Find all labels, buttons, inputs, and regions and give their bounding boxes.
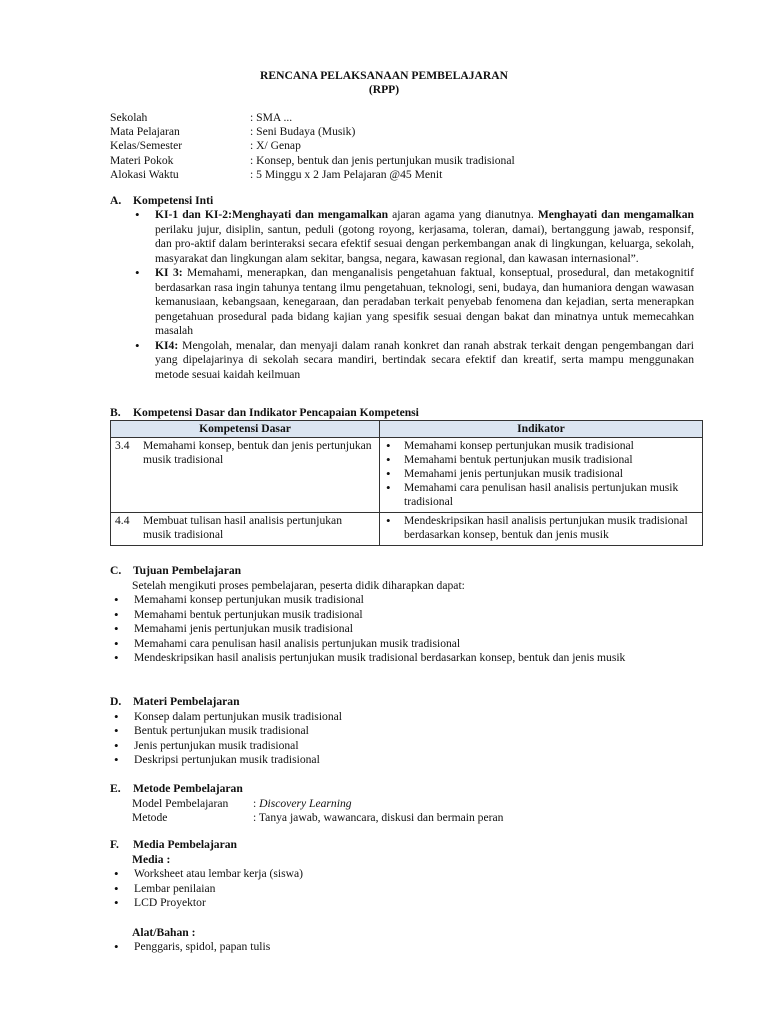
ki12-text-1: ajaran agama yang dianutnya.	[388, 208, 538, 221]
list-item: • Penggaris, spidol, papan tulis	[110, 940, 710, 955]
section-letter: D.	[110, 695, 122, 708]
kompetensi-table	[110, 420, 703, 546]
metode-value: : Tanya jawab, wawancara, diskusi dan bermain peran	[253, 811, 504, 824]
media-heading: Media :	[132, 852, 171, 866]
tujuan-list	[110, 593, 685, 666]
model-row	[132, 797, 710, 812]
alat-list	[110, 940, 710, 955]
model-label: Model Pembelajaran	[132, 796, 229, 810]
ki3-bold: KI 3:	[155, 266, 183, 279]
table-cell	[111, 513, 380, 546]
info-row	[110, 154, 710, 168]
section-title: Kompetensi Inti	[133, 194, 214, 207]
materi-list	[110, 710, 710, 768]
list-item: • Lembar penilaian	[110, 882, 710, 897]
table-header-indikator: Indikator	[380, 421, 703, 438]
list-item	[131, 266, 694, 339]
section-letter: F.	[110, 838, 119, 851]
kd-number: 4.4	[115, 514, 130, 527]
indikator-list	[384, 514, 698, 542]
list-item: • Memahami jenis pertunjukan musik tradisional	[384, 467, 698, 481]
section-c	[110, 564, 710, 666]
section-letter: C.	[110, 564, 122, 577]
list-item: • Jenis pertunjukan musik tradisional	[110, 739, 710, 754]
list-item: • Mendeskripsikan hasil analisis pertunjukan musik tradisional berdasarkan konsep, bentuk dan jenis musik	[384, 514, 698, 542]
section-title: Kompetensi Dasar dan Indikator Pencapaian Kompetensi	[133, 406, 419, 419]
table-cell	[380, 438, 703, 513]
list-item: • LCD Proyektor	[110, 896, 710, 911]
info-label: Mata Pelajaran	[110, 125, 180, 139]
kd-text: Memahami konsep, bentuk dan jenis pertunjukan musik tradisional	[143, 439, 372, 466]
info-value: : 5 Minggu x 2 Jam Pelajaran @45 Menit	[250, 167, 443, 181]
list-item: • Mendeskripsikan hasil analisis pertunjukan musik tradisional berdasarkan konsep, bentuk dan jenis musik	[110, 651, 685, 666]
ki12-text-2: perilaku jujur, disiplin, santun, peduli (gotong royong, kerjasama, toleran, damai), bertanggung jawab, responsif, dan pro-aktif dalam berinteraksi secara efektif sesuai dengan perkembangan anak di lingkungan, keluarga, sekolah, masyarakat dan lingkungan alam sekitar, bangsa, negara, kawasan regional, dan kawasan internasional”.	[155, 222, 694, 265]
section-b-heading	[110, 406, 710, 421]
metode-label: Metode	[132, 811, 168, 824]
section-letter: A.	[110, 194, 122, 207]
section-title: Tujuan Pembelajaran	[133, 564, 242, 577]
metode-row	[132, 811, 710, 826]
info-row	[110, 168, 710, 182]
model-separator: :	[253, 796, 260, 810]
section-a-heading	[110, 194, 710, 209]
info-value: : Seni Budaya (Musik)	[250, 125, 356, 139]
kd-text: Membuat tulisan hasil analisis pertunjukan musik tradisional	[143, 514, 342, 541]
table-row	[111, 438, 703, 513]
table-row	[111, 513, 703, 546]
ki4-text: Mengolah, menalar, dan menyaji dalam ranah konkret dan ranah abstrak terkait dengan pengembangan dari yang dipelajarinya di sekolah secara mandiri, bertindak secara efektif dan kreatif, serta mampu menggunakan metode sesuai kaidah keilmuan	[155, 338, 694, 381]
section-e	[110, 782, 710, 826]
info-label: Materi Pokok	[110, 153, 174, 167]
list-item: • Konsep dalam pertunjukan musik tradisional	[110, 710, 710, 725]
list-item: • Memahami bentuk pertunjukan musik tradisional	[110, 608, 685, 623]
section-d	[110, 695, 710, 768]
media-list	[110, 867, 710, 911]
model-value: Discovery Learning	[259, 796, 352, 810]
table-header-row	[111, 421, 703, 438]
list-item: • Memahami konsep pertunjukan musik tradisional	[384, 439, 698, 453]
info-label: Kelas/Semester	[110, 139, 183, 153]
list-item: • Memahami cara penulisan hasil analisis pertunjukan musik tradisional	[110, 637, 685, 652]
list-item	[131, 339, 694, 383]
kompetensi-inti-list	[131, 208, 694, 382]
info-label: Sekolah	[110, 111, 148, 124]
list-item: • Memahami jenis pertunjukan musik tradisional	[110, 622, 685, 637]
ki4-bold: KI4:	[155, 338, 179, 352]
table-header-kd: Kompetensi Dasar	[111, 421, 380, 438]
list-item: • Bentuk pertunjukan musik tradisional	[110, 724, 710, 739]
list-item: • Deskripsi pertunjukan musik tradisional	[110, 753, 710, 768]
identity-info	[110, 111, 710, 182]
ki3-text: Memahami, menerapkan, dan menganalisis pengetahuan faktual, konseptual, prosedural, dan metakognitif berdasarkan rasa ingin tahunya tentang ilmu pengetahuan, teknologi, seni, budaya, dan humaniora dengan wawasan kemanusiaan, kebangsaan, kenegaraan, dan peradaban terkait penyebab fenomena dan kejadian, serta menerapkan pengetahuan prosedural pada bidang kajian yang spesifik sesuai dengan bakat dan minatnya untuk memecahkan masalah	[155, 266, 695, 337]
section-title: Metode Pembelajaran	[133, 782, 243, 795]
info-row	[110, 139, 710, 153]
ki12-bold-1: KI-1 dan KI-2:Menghayati dan mengamalkan	[155, 208, 389, 221]
section-letter: B.	[110, 406, 121, 419]
table-cell	[380, 513, 703, 546]
info-value: : X/ Genap	[250, 139, 301, 153]
list-item: • Worksheet atau lembar kerja (siswa)	[110, 867, 710, 882]
section-letter: E.	[110, 782, 121, 795]
list-item: • Memahami bentuk pertunjukan musik tradisional	[384, 453, 698, 467]
list-item: • Memahami cara penulisan hasil analisis pertunjukan musik tradisional	[384, 481, 698, 509]
alat-heading: Alat/Bahan :	[132, 925, 196, 939]
info-row	[110, 111, 710, 125]
section-title: Materi Pembelajaran	[133, 695, 240, 708]
kd-number: 3.4	[115, 439, 130, 452]
info-row	[110, 125, 710, 139]
ki12-bold-2: Menghayati dan mengamalkan	[537, 208, 694, 221]
info-value: : SMA ...	[250, 111, 293, 124]
document-title: RENCANA PELAKSANAAN PEMBELAJARAN	[260, 69, 508, 82]
info-value: : Konsep, bentuk dan jenis pertunjukan musik tradisional	[250, 153, 515, 167]
list-item	[131, 208, 694, 266]
table-cell	[111, 438, 380, 513]
info-label: Alokasi Waktu	[110, 167, 179, 181]
list-item: • Memahami konsep pertunjukan musik tradisional	[110, 593, 685, 608]
document-subtitle: (RPP)	[368, 83, 400, 96]
section-intro: Setelah mengikuti proses pembelajaran, peserta didik diharapkan dapat:	[132, 578, 465, 592]
section-f	[110, 838, 710, 955]
section-title: Media Pembelajaran	[133, 838, 237, 851]
indikator-list	[384, 439, 698, 509]
